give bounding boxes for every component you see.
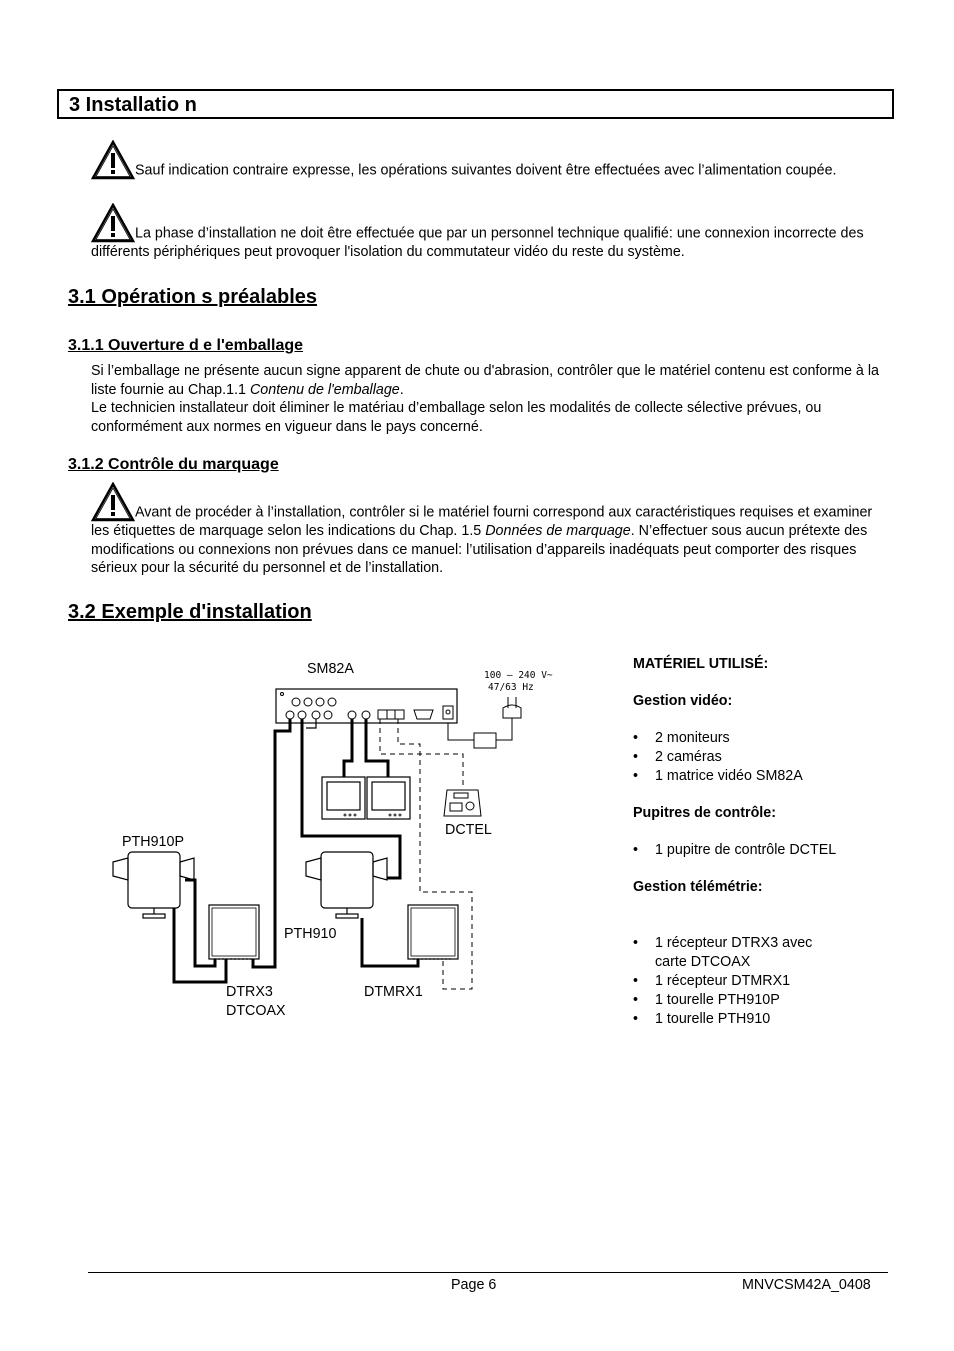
footer-rule <box>88 1272 888 1273</box>
dctel-keyboard <box>444 790 481 816</box>
reference-emphasis: Contenu de l'emballage <box>249 381 400 398</box>
dctel-label: DCTEL <box>445 822 492 838</box>
pth910p-label: PTH910P <box>122 834 184 850</box>
power-voltage: 100 – 240 V~ <box>484 670 553 681</box>
dtcoax-label: DTCOAX <box>226 1003 286 1019</box>
power-frequency: 47/63 Hz <box>488 682 534 693</box>
document-code: MNVCSM42A_0408 <box>742 1277 871 1293</box>
equipment-list <box>633 655 893 1029</box>
paragraph-text: . <box>399 381 404 398</box>
telemetrie-title: Gestion télémétrie: <box>633 879 763 895</box>
monitor-2 <box>367 777 410 819</box>
pupitres-list <box>633 841 893 860</box>
video-title: Gestion vidéo: <box>633 693 733 709</box>
paragraph-text: Avant de procéder à l’installation, contrôler si le matériel fourni correspond aux caractéristiques requises et examiner les étiquettes de marquage selon les indications du Chap. 1.5 <box>91 504 873 539</box>
dtmrx1-receiver <box>408 905 458 959</box>
list-item: • 2 moniteurs <box>633 729 893 748</box>
section-3-1-1-title: 3.1.1 Ouverture d e l'emballage <box>68 337 304 354</box>
list-item: • 1 récepteur DTMRX1 <box>633 972 893 991</box>
list-item: • 1 tourelle PTH910P <box>633 991 893 1010</box>
list-item: • 2 caméras <box>633 748 893 767</box>
list-item: • 1 récepteur DTRX3 avec carte DTCOAX <box>633 934 845 972</box>
paragraph-text: . N’effectuer sous aucun prétexte des modifications ou connexions non prévues dans ce manuel: l’utilisation d’appareils inadéquats peut comporter des risques sérieux pour la sécurité du personnel et de l’installation. <box>91 523 868 576</box>
list-item: • 1 tourelle PTH910 <box>633 1010 893 1029</box>
list-item: • 1 pupitre de contrôle DCTEL <box>633 841 893 860</box>
sm82a-label: SM82A <box>307 661 354 677</box>
pth910p-camera <box>113 852 194 918</box>
section-3-1-2-title: 3.1.2 Contrôle du marquage <box>68 456 279 473</box>
section-3-1-title: 3.1 Opération s préalables <box>68 286 317 308</box>
page-number: Page 6 <box>451 1277 497 1293</box>
dtrx3-receiver <box>209 905 259 959</box>
section-3-1-1-paragraph-2: Le technicien installateur doit éliminer le matériau d’emballage selon les modalités de collecte sélective prévues, ou conformément aux normes en vigueur dans le pays concerné. <box>91 400 822 435</box>
dtmrx1-label: DTMRX1 <box>364 984 423 1000</box>
video-list <box>633 729 893 786</box>
pupitres-title: Pupitres de contrôle: <box>633 805 776 821</box>
power-spec-label <box>484 670 553 694</box>
chapter-title: 3 Installatio n <box>69 94 197 116</box>
pth910-label: PTH910 <box>284 926 337 942</box>
pth910-camera <box>306 852 387 918</box>
warning-text-2: La phase d’installation ne doit être effectuée que par un personnel technique qualifié: une connexion incorrecte des différents périphériques peut provoquer l'isolation du commutateur vidéo du reste du système. <box>91 225 864 260</box>
warning-text-1: Sauf indication contraire expresse, les opérations suivantes doivent être effectuées avec l’alimentation coupée. <box>135 162 837 179</box>
equipment-title: MATÉRIEL UTILISÉ: <box>633 656 769 672</box>
dtrx3-label: DTRX3 <box>226 984 273 1000</box>
list-item: • 1 matrice vidéo SM82A <box>633 767 893 786</box>
paragraph-text: Si l’emballage ne présente aucun signe apparent de chute ou d'abrasion, contrôler que le matériel contenu est conforme à la liste fournie au Chap.1.1 <box>91 363 879 398</box>
monitor-1 <box>322 777 365 819</box>
section-3-2-title: 3.2 Exemple d'installation <box>68 601 312 623</box>
telemetrie-list <box>633 934 893 1029</box>
reference-emphasis: Données de marquage <box>485 523 631 539</box>
